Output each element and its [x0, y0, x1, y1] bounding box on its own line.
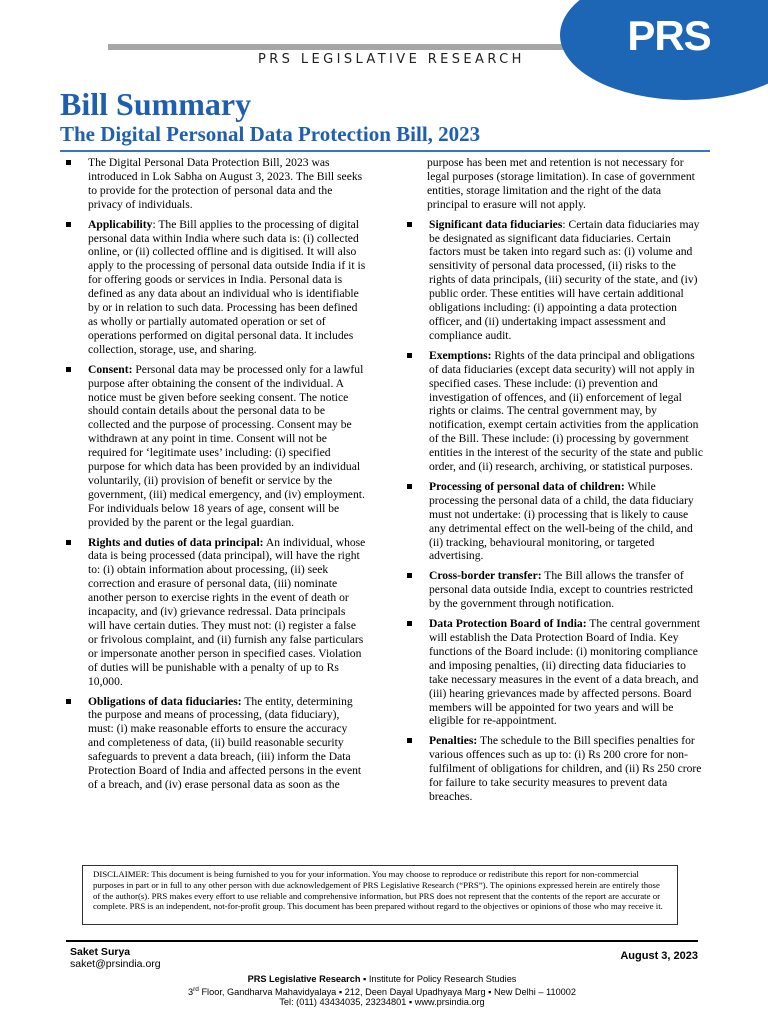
contact-line: Tel: (011) 43434035, 23234801 ▪ www.prsindia.org [279, 997, 485, 1008]
item-heading: Applicability [88, 217, 153, 231]
item-heading: Data Protection Board of India: [429, 617, 587, 631]
list-item [405, 480, 703, 563]
item-heading: Significant data fiduciaries [429, 217, 563, 231]
item-text: The Bill allows the transfer of personal data outside India, except to countries restricted by the government through notification. [429, 569, 693, 611]
publication-date: August 3, 2023 [620, 950, 698, 962]
address-line [66, 985, 698, 998]
author-block [70, 946, 161, 970]
item-heading: Exemptions: [429, 348, 492, 362]
item-text: The central government will establish the Data Protection Board of India. Key functions of the Board include: (i) monitoring compliance and imposing penalties, (ii) directing data fiduciaries to take necessary measures in the event of a data breach, and (iii) hearing grievances made by affected persons. Board members will be appointed for two years and will be eligible for re-appointment. [429, 617, 701, 728]
footer-divider [66, 940, 698, 942]
item-heading: Rights and duties of data principal: [88, 535, 264, 549]
address-floor-sup: rd [193, 985, 199, 993]
footer-address [66, 974, 698, 1008]
item-text: The entity, determining the purpose and means of processing, (data fiduciary), must: (i) make reasonable efforts to ensure the accuracy and completeness of data, (ii) build reasonable security safeguards to prevent a data breach, (iii) inform the Data Protection Board of India and affected persons in the event of a breach, and (iv) erase personal data as soon as the [88, 694, 362, 791]
page-subtitle: The Digital Personal Data Protection Bill, 2023 [60, 122, 481, 146]
item-text: Rights of the data principal and obligations of data fiduciaries (except data security) will not apply in specified cases. These include: (i) prevention and investigation of offences, and (ii) enforcement of legal rights or claims. The central government may, by notification, exempt certain activities from the application of the Bill. These include: (i) processing by government entities in the interest of the security of the state and public order, and (ii) research, archiving, or statistical purposes. [429, 348, 703, 474]
author-name: Saket Surya [70, 946, 131, 958]
address-rest: Floor, Gandharva Mahavidyalaya ▪ 212, Deen Dayal Upadhyaya Marg ▪ New Delhi – 110002 [198, 986, 577, 997]
item-text: The Digital Personal Data Protection Bill, 2023 was introduced in Lok Sabha on August 3, 2023. The Bill seeks to provide for the protection of personal data and the privacy of individuals. [88, 156, 363, 211]
list-item [64, 695, 366, 792]
item-heading: Penalties: [429, 734, 478, 748]
list-item [64, 363, 366, 530]
list-item [405, 349, 703, 474]
item-text: purpose has been met and retention is not necessary for legal purposes (storage limitation). In case of government entities, storage limitation and the right of the data principal to erasure will not apply. [427, 156, 695, 211]
page-title: Bill Summary [60, 86, 252, 122]
disclaimer-box: DISCLAIMER: This document is being furnished to you for your information. You may choose to reproduce or redistribute this report for non-commercial purposes in part or in full to any other person with due acknowledgement of PRS Legislative Research (“PRS”). The opinions expressed herein are entirely those of the author(s). PRS makes every effort to use reliable and comprehensive information, but PRS does not represent that the contents of the report are accurate or complete. PRS is an independent, not-for-profit group. This document has been prepared without regard to the objectives or opinions of those who may receive it. [82, 865, 678, 925]
right-column [405, 156, 703, 810]
org-line-rest: ▪ Institute for Policy Research Studies [360, 974, 517, 984]
item-text: An individual, whose data is being processed (data principal), will have the right to: (i) obtain information about processing, (ii) seek correction and erasure of personal data, (iii) nominate another person to exercise rights in the event of death or incapacity, and (iv) grievance redressal. Data principals will have certain duties. They must not: (i) register a false or frivolous complaint, and (ii) furnish any false particulars or impersonate another person in specified cases. Violation of duties will be punishable with a penalty of up to Rs 10,000. [88, 535, 366, 688]
org-line-name: PRS Legislative Research [247, 974, 361, 984]
item-text: While processing the personal data of a child, the data fiduciary must not undertake: (i) processing that is likely to cause any detrimental effect on the well-being of the child, and (ii) tracking, behavioural monitoring, or targeted advertising. [429, 479, 694, 563]
item-heading: Processing of personal data of children: [429, 479, 625, 493]
item-text: : The Bill applies to the processing of digital personal data within India where such data is: (i) collected online, or (ii) collected offline and is digitised. It will also apply to the processing of personal data outside India if it is for offering goods or services in India. Personal data is defined as any data about an individual who is identifiable by or in relation to such data. Processing has been defined as wholly or partially automated operation or set of operations performed on digital personal data. It includes collection, storage, use, and sharing. [88, 217, 366, 356]
item-text: Personal data may be processed only for a lawful purpose after obtaining the consent of the individual. A notice must be given before seeking consent. The notice should contain details about the personal data to be collected and the purpose of processing. Consent may be withdrawn at any point in time. Consent will not be required for ‘legitimate uses’ including: (i) specified purpose for which data has been provided by an individual voluntarily, (ii) provision of benefit or service by the government, (iii) medical emergency, and (iv) employment. For individuals below 18 years of age, consent will be provided by the parent or the legal guardian. [88, 362, 365, 529]
list-item [64, 218, 366, 357]
address-floor: 3 [187, 986, 194, 997]
list-item [405, 218, 703, 343]
list-item [405, 569, 703, 611]
item-heading: Obligations of data fiduciaries: [88, 694, 242, 708]
list-item [64, 156, 366, 212]
prs-logo-text: PRS [627, 12, 711, 59]
item-heading: Cross-border transfer: [429, 569, 542, 583]
title-divider [60, 150, 710, 152]
author-email: saket@prsindia.org [70, 958, 161, 970]
list-item [64, 536, 366, 689]
org-name: PRS LEGISLATIVE RESEARCH [258, 52, 525, 67]
org-line [66, 974, 698, 985]
item-text: : Certain data fiduciaries may be designated as significant data fiduciaries. Certain factors must be taken into regard such as: (i) volume and sensitivity of personal data processed, (ii) risks to the rights of data principals, (iii) security of the state, and (iv) public order. These entities will have certain additional obligations including: (i) appointing a data protection officer, and (ii) undertaking impact assessment and compliance audit. [429, 217, 700, 342]
item-heading: Consent: [88, 362, 133, 376]
item-text: The schedule to the Bill specifies penalties for various offences such as up to: (i) Rs 200 crore for non-fulfilment of obligations for children, and (ii) Rs 250 crore for failure to take security measures to prevent data breaches. [429, 734, 702, 803]
list-item [405, 617, 703, 728]
left-column [64, 156, 366, 798]
list-item-continued [405, 156, 703, 212]
list-item [405, 734, 703, 804]
